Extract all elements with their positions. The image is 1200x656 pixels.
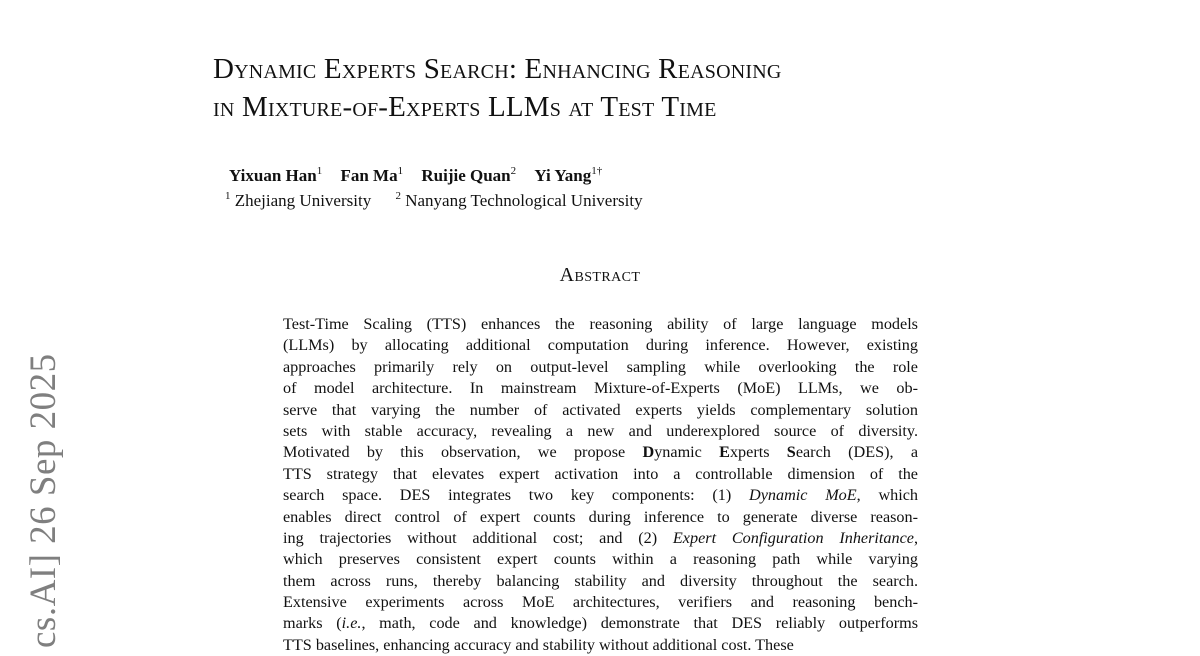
abstract-text-run: S: [786, 443, 796, 462]
abstract-text-run: Test-Time Scaling (TTS) enhances the reasoning ability of large language models: [283, 315, 918, 333]
abstract-heading: Abstract: [559, 264, 641, 286]
abstract-line: [283, 528, 918, 549]
abstract-line: [283, 421, 918, 442]
author: Yixuan Han$^1$: [229, 165, 323, 185]
abstract-line: [283, 613, 918, 634]
abstract-line: [283, 357, 918, 378]
abstract-text-run: of model architecture. In mainstream Mixture-of-Experts (MoE) LLMs, we ob-: [283, 379, 918, 398]
abstract-line: [283, 378, 918, 399]
abstract-text-run: , which: [856, 486, 919, 505]
author: Yi Yang$^{1\dagger}$: [534, 165, 603, 185]
affiliation: $^1$ Zhejiang University: [225, 190, 372, 210]
abstract-line: [283, 592, 918, 613]
abstract-text-run: earch (DES), a: [795, 443, 919, 462]
abstract-text-run: Expert Configuration Inheritance: [672, 528, 914, 547]
abstract-text-run: Extensive experiments across MoE architectures, verifiers and reasoning bench-: [283, 593, 918, 612]
abstract-text-run: i.e.: [341, 614, 362, 633]
title-line-2: in Mixture-of-Experts LLMs at Test Time: [213, 91, 717, 123]
abstract-line: [283, 507, 918, 528]
title-line-1: Dynamic Experts Search: Enhancing Reasoning: [213, 53, 782, 85]
abstract-line: [283, 571, 918, 592]
abstract-text-run: ing trajectories without additional cost; and (2): [283, 528, 673, 547]
author: Ruijie Quan$^2$: [421, 165, 517, 185]
abstract-text-run: sets with stable accuracy, revealing a new and underexplored source of diversity.: [283, 421, 918, 440]
arxiv-identifier-stamp: cs.AI] 26 Sep 2025: [23, 353, 64, 648]
abstract-text-run: ynamic: [654, 443, 720, 462]
abstract-line: [283, 464, 918, 485]
author-list: [229, 160, 616, 187]
abstract-text-run: TTS baselines, enhancing accuracy and stability without additional cost. These: [283, 635, 794, 654]
abstract-text-run: , math, code and knowledge) demonstrate that DES reliably outperforms: [361, 614, 918, 633]
abstract-text-run: marks (: [283, 614, 342, 633]
abstract-text-run: ,: [913, 528, 918, 547]
abstract-line: [283, 635, 918, 656]
affiliation: $^2$ Nanyang Technological University: [395, 190, 643, 210]
abstract-line: [283, 549, 918, 570]
abstract-line: [283, 442, 918, 463]
abstract-text-run: TTS strategy that elevates expert activation into a controllable dimension of the: [283, 464, 918, 483]
abstract-text-run: Dynamic MoE: [749, 486, 857, 505]
abstract-text-run: E: [719, 443, 730, 462]
abstract-text-run: Motivated by this observation, we propose: [283, 443, 643, 462]
abstract-line: [283, 335, 918, 356]
author: Fan Ma$^1$: [340, 165, 404, 185]
paper-title: [213, 50, 782, 126]
abstract-text-run: which preserves consistent expert counts within a reasoning path while varying: [283, 550, 918, 569]
abstract-body: [283, 314, 918, 656]
abstract-line: [283, 314, 918, 335]
abstract-text-run: search space. DES integrates two key components: (1): [283, 486, 750, 505]
affiliation-list: [225, 185, 663, 212]
abstract-text-run: approaches primarily rely on output-level sampling while overlooking the role: [283, 357, 918, 376]
abstract-text-run: xperts: [729, 443, 787, 462]
abstract-text-run: D: [642, 443, 655, 462]
abstract-text-run: (LLMs) by allocating additional computation during inference. However, existing: [283, 336, 918, 355]
abstract-line: [283, 485, 918, 506]
abstract-text-run: serve that varying the number of activated experts yields complementary solution: [283, 400, 918, 419]
abstract-line: [283, 400, 918, 421]
abstract-text-run: them across runs, thereby balancing stability and diversity throughout the search.: [283, 571, 918, 590]
abstract-text-run: enables direct control of expert counts during inference to generate diverse reason-: [283, 507, 918, 526]
